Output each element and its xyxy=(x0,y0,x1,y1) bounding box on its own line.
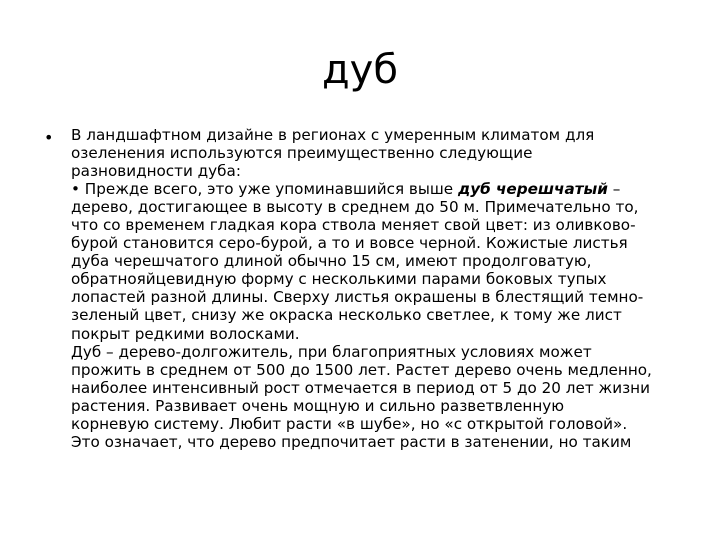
body-line: В ландшафтном дизайне в регионах с умеренным климатом для xyxy=(71,126,595,144)
body-line: Дуб – дерево-долгожитель, при благоприятных условиях может xyxy=(71,342,592,361)
body-line: дерево, достигающее в высоту в среднем до 50 м. Примечательно то, xyxy=(71,198,639,217)
body-line: бурой становится серо-бурой, а то и вовсе черной. Кожистые листья xyxy=(71,234,628,253)
body-line: дуба черешчатого длиной обычно 15 см, имеют продолговатую, xyxy=(71,252,592,271)
body-line: корневую систему. Любит расти «в шубе», но «с открытой головой». xyxy=(71,414,628,433)
highlighted-term: дуб черешчатый xyxy=(457,180,608,199)
body-line-start: • Прежде всего, это уже упоминавшийся выше xyxy=(71,180,458,199)
body-line-end: – xyxy=(607,180,621,199)
body-line: обратнояйцевидную форму с несколькими парами боковых тупых xyxy=(71,270,607,289)
body-line: прожить в среднем от 500 до 1500 лет. Растет дерево очень медленно, xyxy=(71,360,652,379)
slide-title: дуб xyxy=(322,47,398,93)
body-line: что со временем гладкая кора ствола меняет свой цвет: из оливково- xyxy=(71,216,636,235)
body-line xyxy=(71,180,711,198)
body-line: лопастей разной длины. Сверху листья окрашены в блестящий темно- xyxy=(71,288,644,307)
body-line: разновидности дуба: xyxy=(71,162,241,181)
body-line: растения. Развивает очень мощную и сильно разветвленную xyxy=(71,396,565,415)
body-line: озеленения используются преимущественно следующие xyxy=(71,144,533,163)
body-line: зеленый цвет, снизу же окраска несколько светлее, к тому же лист xyxy=(71,306,622,325)
body-text xyxy=(71,126,711,451)
bullet-marker: • xyxy=(44,128,54,147)
body-line: покрыт редкими волосками. xyxy=(71,324,300,343)
body-line: наиболее интенсивный рост отмечается в период от 5 до 20 лет жизни xyxy=(71,378,650,397)
body-line: Это означает, что дерево предпочитает расти в затенении, но таким xyxy=(71,432,632,451)
